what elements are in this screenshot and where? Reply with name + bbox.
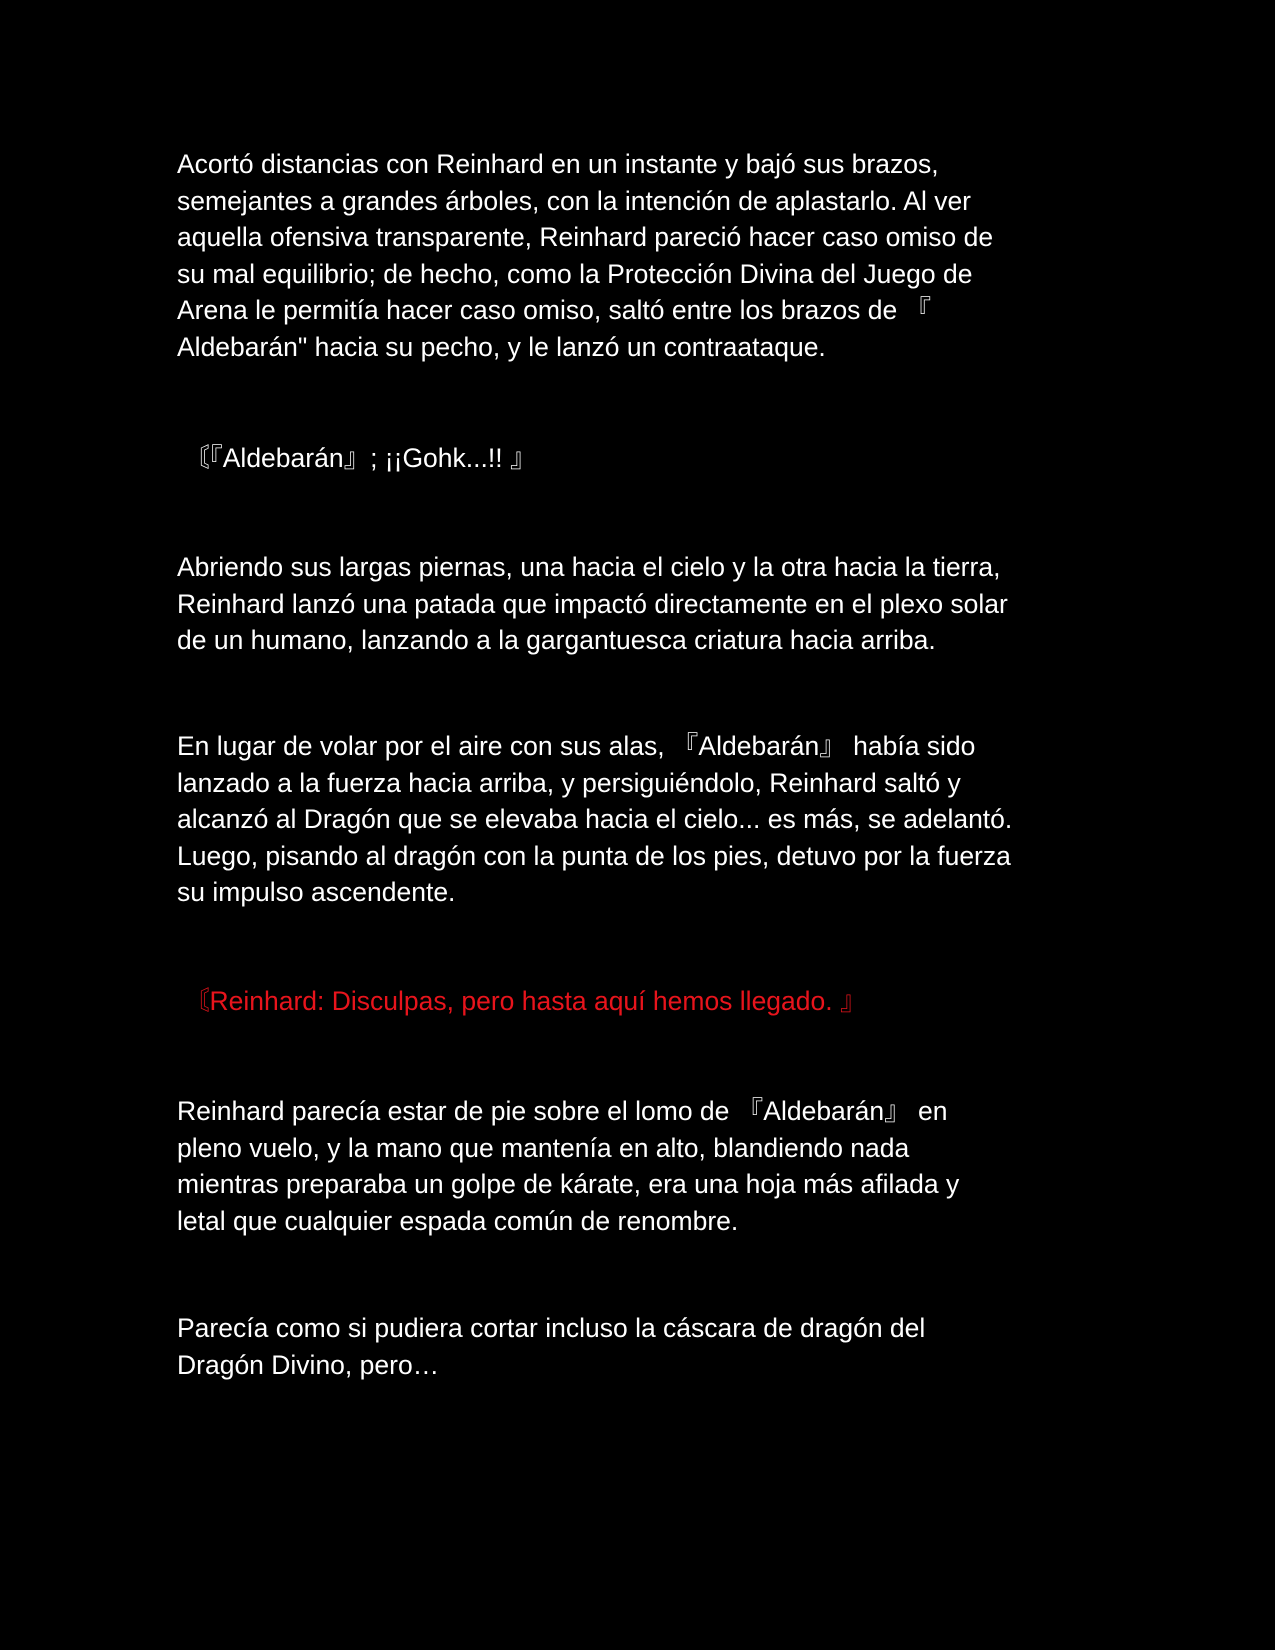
paragraph-4: Reinhard parecía estar de pie sobre el lomo de 『Aldebarán』 en pleno vuelo, y la mano que mantenía en alto, blandiendo nada mientras preparaba un golpe de kárate, era una hoja más afilada y letal que cualquier espada común de renombre. xyxy=(177,1096,960,1236)
paragraph-2: Abriendo sus largas piernas, una hacia el cielo y la otra hacia la tierra, Reinhard lanzó una patada que impactó directamente en el plexo solar de un humano, lanzando a la gargantuesca criatura hacia arriba. xyxy=(177,552,1008,655)
dialogue-aldebaran: 〘『Aldebarán』; ¡¡Gohk...!! 』 xyxy=(183,443,537,473)
paragraph-3: En lugar de volar por el aire con sus alas, 『Aldebarán』 había sido lanzado a la fuerza hacia arriba, y persiguiéndolo, Reinhard saltó y alcanzó al Dragón que se elevaba hacia el cielo... es más, se adelantó. Luego, pisando al dragón con la punta de los pies, detuvo por la fuerza su impulso ascendente. xyxy=(177,731,1013,907)
paragraph-5: Parecía como si pudiera cortar incluso la cáscara de dragón del Dragón Divino, pero… xyxy=(177,1313,926,1380)
dialogue-reinhard: 〘Reinhard: Disculpas, pero hasta aquí hemos llegado. 』 xyxy=(183,986,867,1016)
paragraph-1: Acortó distancias con Reinhard en un instante y bajó sus brazos, semejantes a grandes árboles, con la intención de aplastarlo. Al ver aquella ofensiva transparente, Reinhard pareció hacer caso omiso de su mal equilibrio; de hecho, como la Protección Divina del Juego de Arena le permitía hacer caso omiso, saltó entre los brazos de 『 Aldebarán" hacia su pecho, y le lanzó un contraataque. xyxy=(177,149,994,362)
